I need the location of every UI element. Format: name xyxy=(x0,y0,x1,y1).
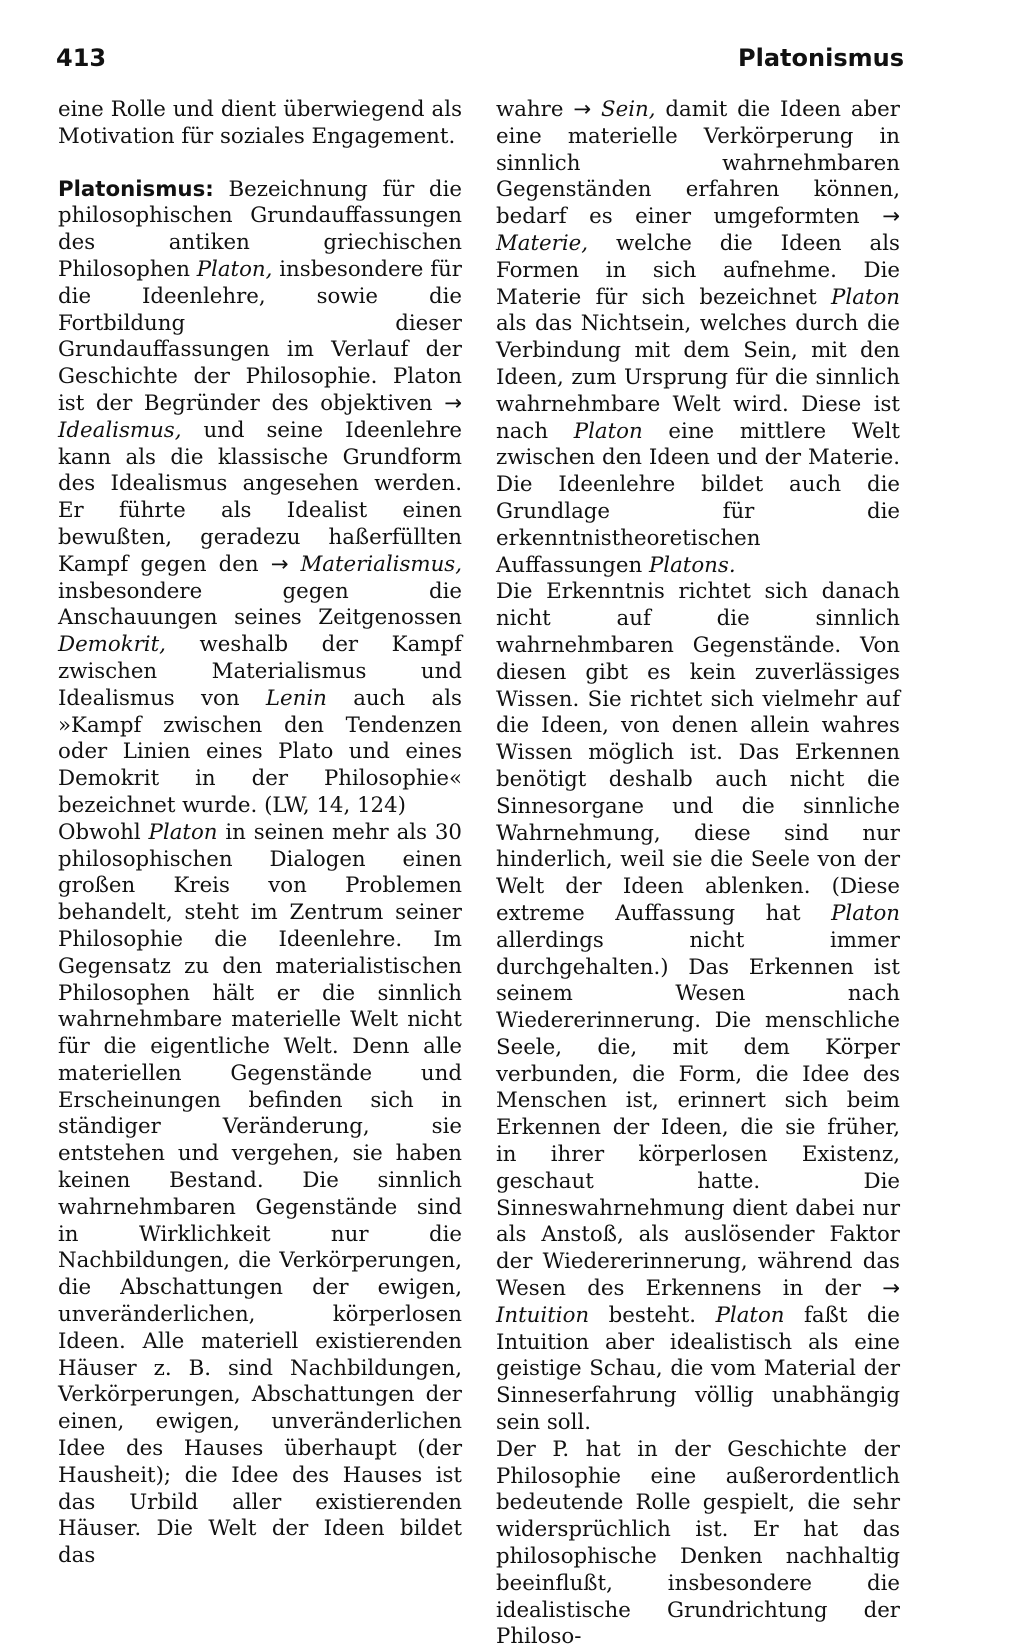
text-run: allerdings nicht immer durchgehalten.) Das Erkennen ist seinem Wesen nach Wiedererinnerung. Die menschliche Seele, die, mit dem Körper verbunden, die Form, die Idee des Menschen ist, erinnert sich beim Erkennen der Ideen, die sie früher, in ihrer körperlosen Existenz, geschaut hatte. Die Sinneswahrnehmung dient dabei nur als Anstoß, als auslösender Faktor der Wiedererinnerung, während das Wesen des Erkennens in der xyxy=(496,927,900,1302)
entry-headword: Platonismus: xyxy=(58,176,214,202)
cross-ref-platon: Platon, xyxy=(196,256,273,282)
history-paragraph: Der P. hat in der Geschichte der Philosophie eine außerordentlich bedeutende Rolle gespielt, die sehr widersprüchlich ist. Er hat das philosophische Denken nachhaltig beeinflußt, insbesondere die idealistische Grundrichtung der Philoso- xyxy=(496,1436,900,1650)
name-platon: Platon xyxy=(148,819,218,845)
name-demokrit: Demokrit, xyxy=(58,632,166,658)
text-run: als das Nichtsein, welches durch die Verbindung mit dem Sein, mit den Ideen, zum Ursprung für die sinnlich wahrnehmbare Welt wird. Diese ist nach xyxy=(496,311,900,444)
text-run: faßt die Intuition aber idealistisch als eine geistige Schau, die vom Material der Sinneserfahrung völlig unabhängig sein soll. xyxy=(496,1302,900,1436)
text-run: eine mittlere Welt zwischen den Ideen und der Materie. Die Ideenlehre bildet auch die Grundlage für die erkenntnistheoretischen Auffassungen xyxy=(496,418,900,578)
cross-ref-intuition[interactable]: Intuition xyxy=(496,1302,590,1328)
paragraph-continued: eine Rolle und dient überwiegend als Motivation für soziales Engagement. xyxy=(58,97,462,149)
cross-ref-materialismus[interactable]: Materialismus, xyxy=(300,551,462,577)
cross-ref-arrow-icon: → xyxy=(573,97,592,122)
cross-ref-sein[interactable]: Sein, xyxy=(601,97,656,122)
cross-ref-arrow-icon: → xyxy=(270,551,289,577)
name-lenin: Lenin xyxy=(265,685,327,711)
ideenlehre-paragraph xyxy=(58,820,462,1570)
text-run: insbesondere für die Ideenlehre, sowie die Fortbildung dieser Grundauffassungen im Verlauf der Geschichte der Philosophie. Platon ist der Begründer des objektiven xyxy=(58,256,462,416)
text-run: Bezeichnung für die philosophischen Grundauffassungen des antiken griechischen Philosophen xyxy=(58,176,462,282)
left-column xyxy=(58,97,462,1570)
cross-ref-arrow-icon: → xyxy=(882,1276,900,1302)
text-run: insbesondere gegen die Anschauungen seines Zeitgenossen xyxy=(58,578,462,631)
text-run: auch als »Kampf zwischen den Tendenzen oder Linien eines Plato und eines Demokrit in der Philosophie« bezeichnet wurde. (LW, 14, 124) xyxy=(58,685,462,818)
text-run: welche die Ideen als Formen in sich aufnehme. Die Materie für sich bezeichnet xyxy=(496,230,900,310)
text-run: Obwohl xyxy=(58,819,141,845)
text-run: besteht. xyxy=(608,1302,697,1328)
right-column xyxy=(496,97,900,1651)
cross-ref-arrow-icon: → xyxy=(882,204,900,230)
cross-ref-materie[interactable]: Materie, xyxy=(496,230,589,256)
name-platon: Platon xyxy=(831,900,900,926)
running-head: Platonismus xyxy=(738,44,904,72)
entry-definition-paragraph xyxy=(58,177,462,820)
text-run: in seinen mehr als 30 philosophischen Dialogen einen großen Kreis von Problemen behandelt, steht im Zentrum seiner Philosophie die Ideenlehre. Im Gegensatz zu den materialistischen Philosophen hält er die sinnlich wahrnehmbare materielle Welt nicht für die eigentliche Welt. Denn alle materiellen Gegenstände und Erscheinungen befinden sich in ständiger Veränderung, sie entstehen und vergehen, sie haben keinen Bestand. Die sinnlich wahrnehmbaren Gegenstände sind in Wirklichkeit nur die Nachbildungen, die Verkörperungen, die Abschattungen der ewigen, unveränderlichen, körperlosen Ideen. Alle materiell existierenden Häuser z. B. sind Nachbildungen, Verkörperungen, Abschattungen der einen, ewigen, unveränderlichen Idee des Hauses überhaupt (der Hausheit); die Idee des Hauses ist das Urbild aller existierenden Häuser. Die Welt der Ideen bildet das xyxy=(58,819,462,1569)
cross-ref-arrow-icon: → xyxy=(444,390,462,416)
page-number: 413 xyxy=(56,44,107,72)
text-run: wahre xyxy=(496,97,564,122)
entry-gap xyxy=(58,151,462,177)
page-header xyxy=(56,44,904,84)
text-run: Die Erkenntnis richtet sich danach nicht auf die sinnlich wahrnehmbaren Gegenstände. Von diesen gibt es kein zuverlässiges Wissen. Sie richtet sich vielmehr auf die Ideen, von denen allein wahres Wissen möglich ist. Das Erkennen benötigt deshalb auch nicht die Sinnesorgane und die sinnliche Wahrnehmung, diese sind nur hinderlich, weil sie die Seele von der Welt der Ideen ablenken. (Diese extreme Auffassung hat xyxy=(496,579,900,926)
name-platon: Platon xyxy=(715,1302,785,1328)
erkenntnis-paragraph xyxy=(496,579,900,1437)
text-run: weshalb der Kampf zwischen Materialismus und Idealismus von xyxy=(58,632,462,711)
ideas-matter-paragraph xyxy=(496,97,900,579)
text-run: damit die Ideen aber eine materielle Verkörperung in sinnlich wahrnehmbaren Gegenständen erfahren können, bedarf es einer umgeformten xyxy=(496,97,900,230)
name-platon: Platon xyxy=(831,284,900,310)
cross-ref-idealismus[interactable]: Idealismus, xyxy=(58,417,182,443)
name-platon: Platon xyxy=(573,418,643,444)
text-run: und seine Ideenlehre kann als die klassische Grundform des Idealismus angesehen werden. Er führte als Idealist einen bewußten, geradezu haßerfüllten Kampf gegen den xyxy=(58,417,462,577)
name-platons: Platons. xyxy=(648,552,736,578)
